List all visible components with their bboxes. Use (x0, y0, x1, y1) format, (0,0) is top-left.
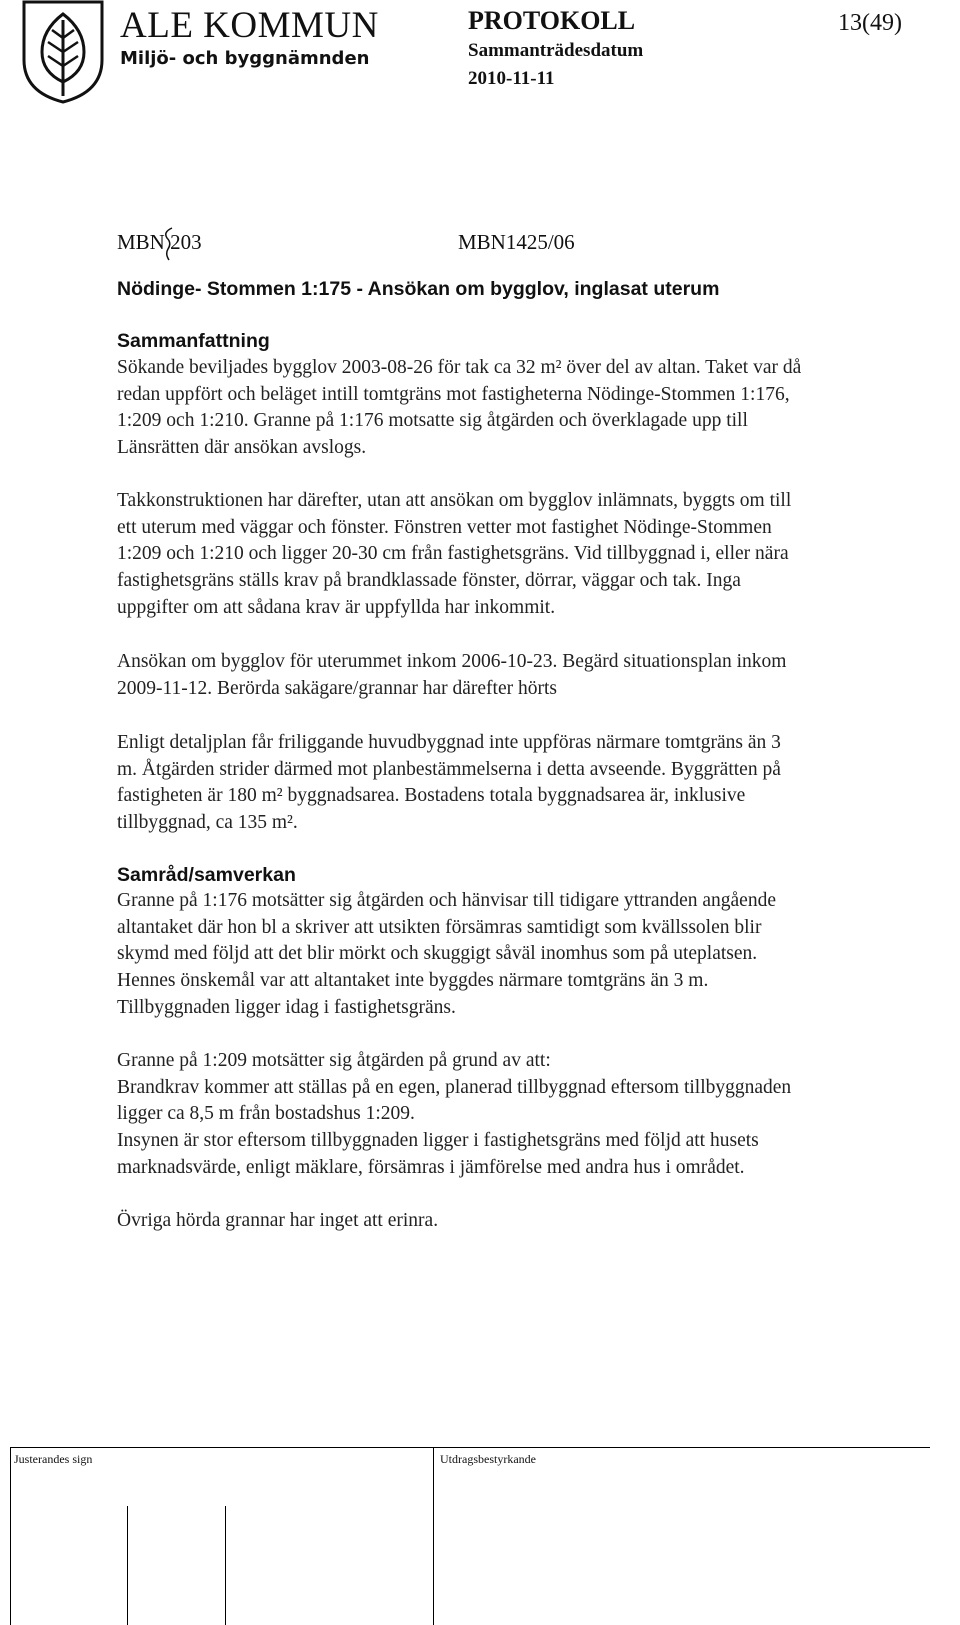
consultation-paragraph-3 (117, 1208, 438, 1235)
text-line: fastigheten är 180 m² byggnadsarea. Bostadens totala byggnadsarea är, inklusive (117, 785, 746, 807)
text-line: Granne på 1:209 motsätter sig åtgärden på grund av att: (117, 1050, 551, 1071)
case-title: Nödinge- Stommen 1:175 - Ansökan om bygglov, inglasat uterum (117, 278, 720, 300)
document-type: PROTOKOLL (468, 6, 636, 35)
text-line: fastighetsgräns ställs krav på brandklassade fönster, dörrar, väggar och tak. Inga (117, 570, 741, 592)
section-number: MBN 203 (117, 230, 202, 254)
leaf-shield-icon (18, 0, 110, 104)
text-line: Granne på 1:176 motsätter sig åtgärden och hänvisar till tidigare yttranden angående (117, 890, 776, 911)
text-line: 1:209 och 1:210. Granne på 1:176 motsatte sig åtgärden och överklagade upp till (117, 410, 748, 432)
summary-paragraph-3 (117, 649, 786, 702)
text-line: Ansökan om bygglov för uterummet inkom 2006-10-23. Begärd situationsplan inkom (117, 651, 787, 672)
text-line: marknadsvärde, enligt mäklare, försämras i jämförelse med andra hus i området. (117, 1156, 745, 1178)
text-line: 1:209 och 1:210 och ligger 20-30 cm från fastighetsgräns. Vid tillbyggnad i, eller nära (117, 543, 789, 565)
text-line: skymd med följd att det blir mörkt och skuggigt såväl inomhus som på uteplatsen. (117, 943, 758, 965)
text-line: m. Åtgärden strider därmed mot planbestämmelserna i detta avseende. Byggrätten på (117, 758, 781, 780)
text-line: Sökande beviljades bygglov 2003-08-26 för tak ca 32 m² över del av altan. Taket var då (117, 357, 802, 378)
consultation-paragraph-1 (117, 888, 776, 1022)
text-line: Övriga hörda grannar har inget att erinra. (117, 1210, 439, 1231)
text-line: altantaket där hon bl a skriver att utsikten försämras samtidigt som kvällssolen blir (117, 916, 762, 938)
text-line: uppgifter om att sådana krav är uppfyllda har inkommit. (117, 596, 556, 618)
summary-heading: Sammanfattning (117, 330, 270, 352)
text-line: Länsrätten där ansökan avslogs. (117, 437, 367, 459)
signature-box-divider (127, 1506, 128, 1625)
footer-utdragsbestyrkande-label: Utdragsbestyrkande (440, 1452, 536, 1466)
text-line: redan uppfört och beläget intill tomtgräns mot fastigheterna Nödinge-Stommen 1:176, (117, 383, 790, 405)
text-line: Insynen är stor eftersom tillbyggnaden ligger i fastighetsgräns med följd att husets (117, 1130, 759, 1152)
text-line: Brandkrav kommer att ställas på en egen, planerad tillbyggnad eftersom tillbyggnaden (117, 1076, 792, 1098)
text-line: ligger ca 8,5 m från bostadshus 1:209. (117, 1103, 415, 1125)
case-number: MBN1425/06 (458, 230, 575, 254)
municipality-logo (18, 0, 110, 104)
page-number: 13(49) (838, 10, 902, 36)
footer-justerandes-sign-label: Justerandes sign (14, 1452, 93, 1466)
section-sign-icon (160, 226, 178, 262)
footer-divider (10, 1447, 930, 1448)
consultation-heading: Samråd/samverkan (117, 864, 296, 886)
text-line: Hennes önskemål var att altantaket inte byggdes närmare tomtgräns än 3 m. (117, 970, 709, 992)
summary-paragraph-1 (117, 355, 801, 462)
organization-department: Miljö- och byggnämnden (120, 48, 370, 69)
text-line: ett uterum med väggar och fönster. Fönstren vetter mot fastighet Nödinge-Stommen (117, 516, 772, 538)
signature-box-divider (225, 1506, 226, 1625)
summary-paragraph-4 (117, 730, 781, 837)
text-line: Takkonstruktionen har därefter, utan att ansökan om bygglov inlämnats, byggts om till (117, 490, 792, 511)
text-line: tillbyggnad, ca 135 m². (117, 812, 298, 834)
meeting-date: 2010-11-11 (468, 68, 555, 89)
summary-paragraph-2 (117, 488, 791, 622)
organization-name: ALE KOMMUN (120, 5, 379, 46)
signature-box-divider (10, 1447, 11, 1625)
text-line: 2009-11-12. Berörda sakägare/grannar har därefter hörts (117, 677, 557, 699)
text-line: Tillbyggnaden ligger idag i fastighetsgräns. (117, 996, 456, 1018)
signature-box-divider (433, 1447, 434, 1625)
text-line: Enligt detaljplan får friliggande huvudbyggnad inte uppföras närmare tomtgräns än 3 (117, 732, 781, 753)
meeting-date-label: Sammanträdesdatum (468, 40, 644, 61)
consultation-paragraph-2 (117, 1048, 791, 1182)
